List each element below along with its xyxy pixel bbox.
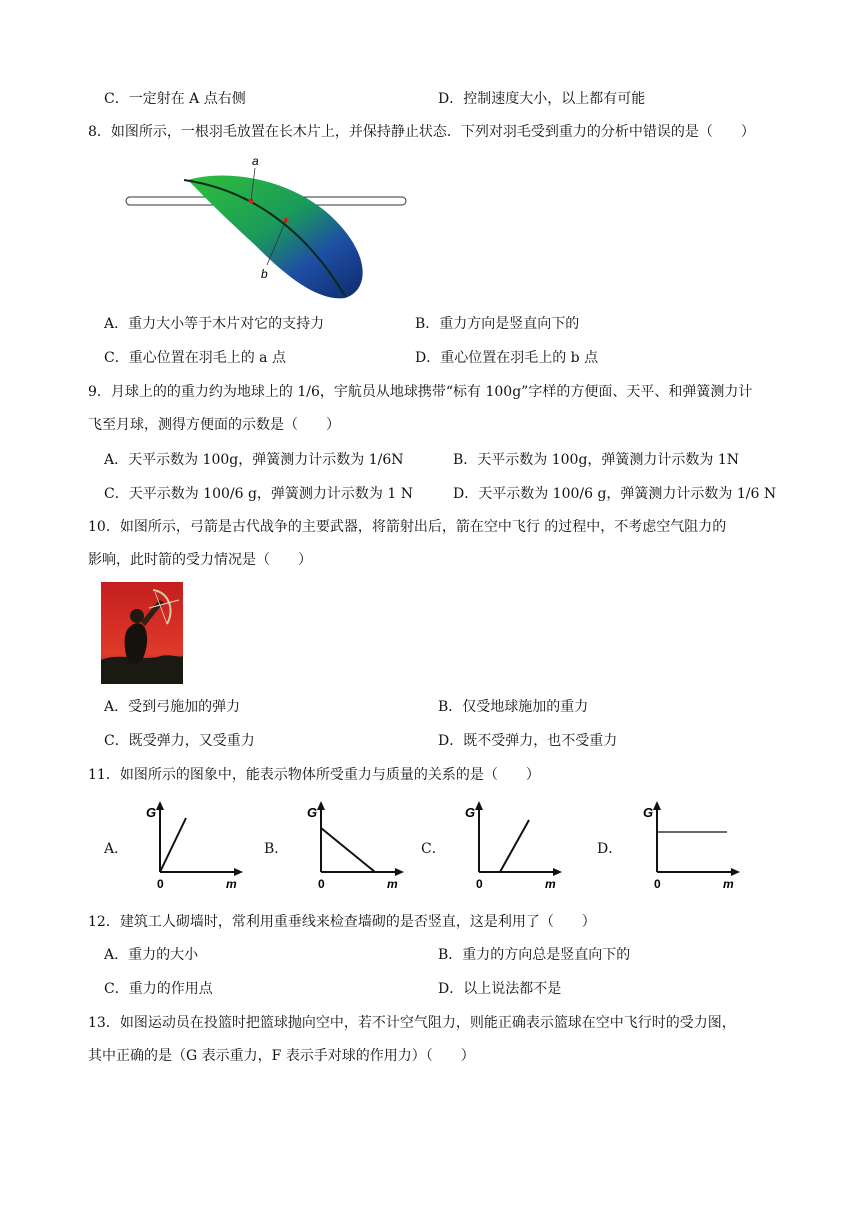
q10-option-c: C．既受弹力，又受重力 [104,733,255,749]
q12-option-d: D．以上说法都不是 [438,981,562,997]
graph-d-axis-m: m [723,877,734,891]
graph-d [637,800,747,892]
graph-b-axis-m: m [387,877,398,891]
q12-stem: 12．建筑工人砌墙时，常利用重垂线来检查墙砌的是否竖直，这是利用了（ ） [88,914,596,930]
q8-option-c: C．重心位置在羽毛上的 a 点 [104,350,286,366]
q7-option-d: D．控制速度大小，以上都有可能 [438,91,646,107]
q8-stem: 8．如图所示，一根羽毛放置在长木片上，并保持静止状态．下列对羽毛受到重力的分析中错误的是（ ） [88,124,755,140]
q8-option-d: D．重心位置在羽毛上的 b 点 [415,350,599,366]
graph-b-axis-g: G [307,805,318,820]
archer-image [101,582,183,684]
graph-d-axis-g: G [643,805,654,820]
q11-stem: 11．如图所示的图象中，能表示物体所受重力与质量的关系的是（ ） [88,767,540,783]
graph-c-origin: 0 [476,877,483,891]
q10-option-a: A．受到弓施加的弹力 [104,699,241,715]
q10-stem-line2: 影响，此时箭的受力情况是（ ） [88,552,312,568]
q12-option-b: B．重力的方向总是竖直向下的 [438,947,631,963]
q10-stem-line1: 10．如图所示，弓箭是古代战争的主要武器，将箭射出后，箭在空中飞行 的过程中，不考虑空气阻力的 [88,519,727,535]
graph-b [301,800,411,892]
feather-on-stick-figure [120,150,420,305]
q12-option-a: A．重力的大小 [104,947,199,963]
graph-c [459,800,569,892]
q8-option-a: A．重力大小等于木片对它的支持力 [104,316,325,332]
q13-stem-line2: 其中正确的是（G 表示重力，F 表示手对球的作用力）（ ） [88,1048,475,1064]
q13-stem-line1: 13．如图运动员在投篮时把篮球抛向空中，若不计空气阻力，则能正确表示篮球在空中飞行时的受力图， [88,1015,736,1031]
q9-stem-line1: 9．月球上的的重力约为地球上的 1/6，宇航员从地球携带“标有 100g”字样的方便面、天平、和弹簧测力计 [88,384,753,400]
q12-option-c: C．重力的作用点 [104,981,213,997]
q10-option-d: D．既不受弹力，也不受重力 [438,733,618,749]
graph-a-axis-g: G [146,805,157,820]
graph-a-axis-m: m [226,877,237,891]
graph-a-origin: 0 [157,877,164,891]
label-a: a [252,154,259,168]
graph-a [140,800,250,892]
feather [188,176,363,299]
q9-option-d: D．天平示数为 100/6 g，弹簧测力计示数为 1/6 N [453,486,777,502]
q9-option-c: C．天平示数为 100/6 g，弹簧测力计示数为 1 N [104,486,413,502]
graph-c-axis-g: G [465,805,476,820]
q8-option-b: B．重力方向是竖直向下的 [415,316,580,332]
graph-b-origin: 0 [318,877,325,891]
q11-option-d-label: D． [597,841,623,857]
q11-option-b-label: B． [264,841,289,857]
graph-d-origin: 0 [654,877,661,891]
q10-option-b: B．仅受地球施加的重力 [438,699,589,715]
graph-c-axis-m: m [545,877,556,891]
q11-option-c-label: C． [421,841,446,857]
q9-option-a: A．天平示数为 100g，弹簧测力计示数为 1/6N [104,452,404,468]
q7-option-c: C．一定射在 A 点右侧 [104,91,246,107]
q11-option-a-label: A． [104,841,129,857]
q9-option-b: B．天平示数为 100g，弹簧测力计示数为 1N [453,452,740,468]
label-b: b [261,267,268,281]
q9-stem-line2: 飞至月球，测得方便面的示数是（ ） [88,417,340,433]
